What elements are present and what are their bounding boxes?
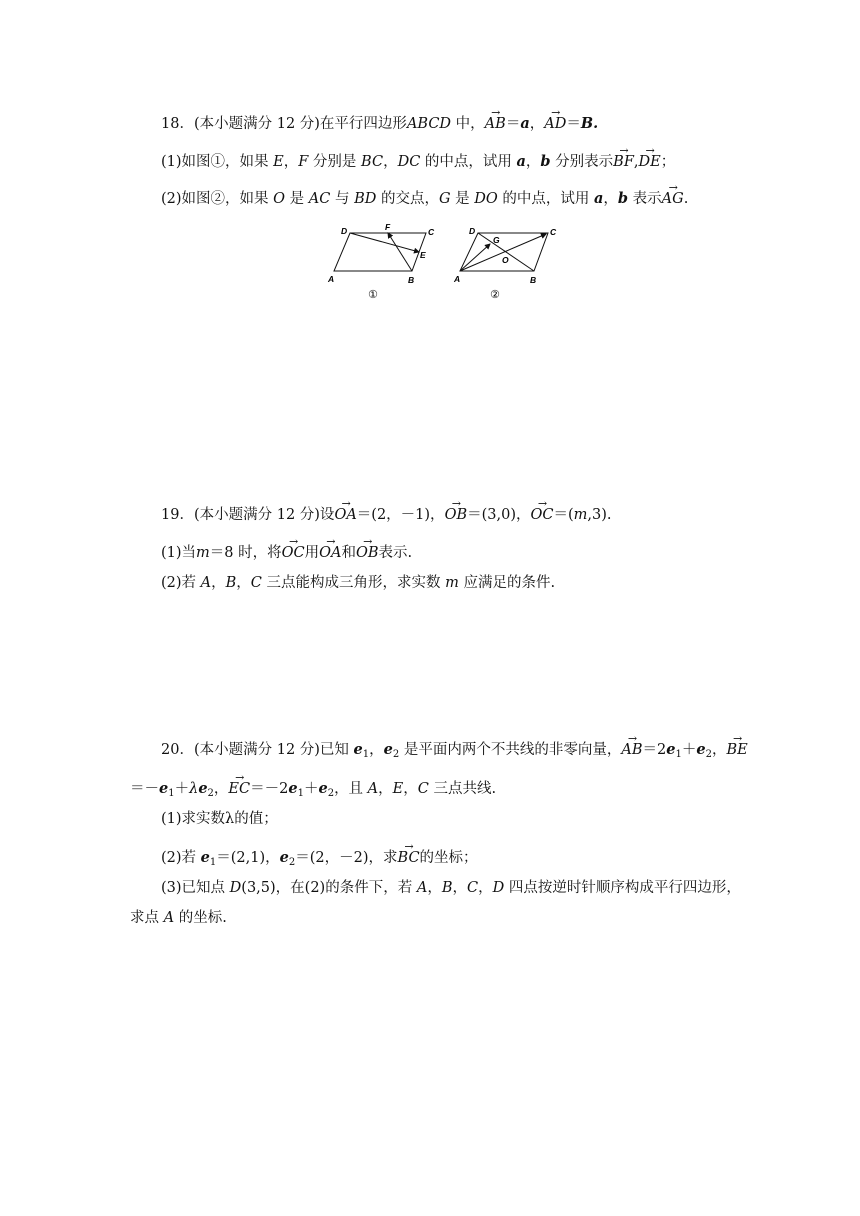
vector-ac-line	[460, 234, 546, 271]
figure-2-caption: ②	[490, 288, 500, 301]
q20-line2: $=-e_1+\lambda e_2$，→ $EC=-2e_1+e_2$，且 A，E，C 三点共线.	[130, 779, 496, 804]
parallelogram-shape	[334, 233, 426, 271]
q19-part2: (2)若 A，B，C 三点能构成三角形，求实数 m 应满足的条件.	[161, 575, 556, 591]
vector-ob: → OB	[356, 543, 379, 563]
vector-de-line	[350, 233, 419, 252]
vector-be: → BE	[726, 740, 747, 760]
vector-ab: → AB	[621, 740, 642, 760]
vector-ec: → EC	[228, 779, 250, 799]
q20-part3-cont: 求点 A 的坐标.	[130, 910, 227, 926]
q18-header: 18．(本小题满分 12 分)在平行四边形ABCD 中，→ AB＝a，→ AD＝B.	[161, 114, 598, 134]
vector-ag: → AG	[662, 189, 684, 209]
vector-ad: → AD	[544, 114, 566, 134]
vector-ob: → OB	[445, 505, 468, 525]
label-o: O	[502, 255, 509, 265]
q18-part2: (2)如图②，如果 O 是 AC 与 BD 的交点，G 是 DO 的中点，试用 a，b 表示→ AG.	[161, 189, 688, 209]
label-d: D	[341, 226, 348, 236]
q20-part1: (1)求实数λ的值；	[161, 811, 278, 827]
label-f: F	[385, 222, 391, 232]
label-g: G	[493, 235, 500, 245]
vector-oc: → OC	[530, 505, 553, 525]
q20-header: 20．(本小题满分 12 分)已知 $e_1$，$e_2$ 是平面内两个不共线的非零向量，→ $AB=2e_1+e_2$，→ BE	[161, 740, 748, 765]
vector-bf: → BF	[613, 152, 634, 172]
label-c: C	[428, 227, 435, 237]
q18-part1: (1)如图①，如果 E，F 分别是 BC，DC 的中点，试用 a，b 分别表示→ BF,→ DE；	[161, 152, 675, 172]
label-c: C	[550, 227, 557, 237]
figure-1-parallelogram	[322, 222, 442, 302]
q19-part1: (1)当m＝8 时，将→ OC用→ OA和→ OB表示.	[161, 543, 412, 563]
q20-part2: (2)若 $e_1=(2,1)$，$e_2=(2$，－2)，求→ BC的坐标；	[161, 848, 478, 873]
vector-oc: → OC	[282, 543, 305, 563]
vector-bf-line	[388, 233, 412, 271]
label-e: E	[420, 250, 426, 260]
q20-part3: (3)已知点 D(3,5)，在(2)的条件下，若 A，B，C，D 四点按逆时针顺序构成平行四边形，	[161, 880, 741, 896]
vector-bc: → BC	[398, 848, 420, 868]
figure-2-parallelogram	[448, 222, 568, 302]
vector-de: → DE	[639, 152, 661, 172]
q19-header: 19．(本小题满分 12 分)设→ OA＝(2，－1)，→ OB＝(3,0)，→ OC＝(m,3).	[161, 505, 612, 525]
label-d: D	[469, 226, 476, 236]
vector-oa: → OA	[334, 505, 356, 525]
label-a: A	[454, 274, 461, 284]
vector-oa: → OA	[319, 543, 341, 563]
vector-ab: → AB	[485, 114, 506, 134]
vector-ag-line	[460, 244, 490, 271]
figure-1-caption: ①	[368, 288, 378, 301]
diagonal-bd-line	[478, 233, 534, 271]
label-a: A	[328, 274, 335, 284]
label-b: B	[530, 275, 537, 285]
label-b: B	[408, 275, 415, 285]
